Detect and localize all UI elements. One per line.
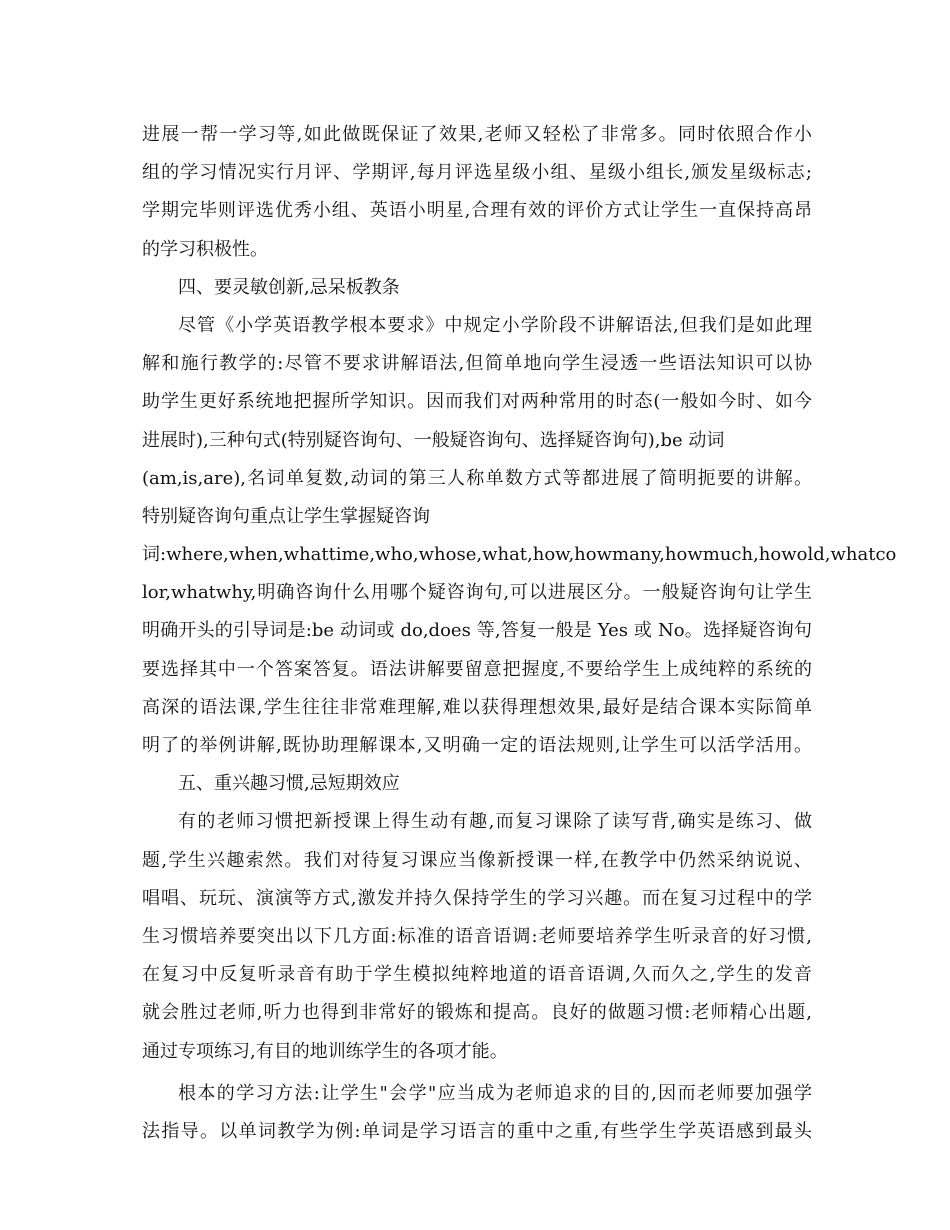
text-line: 组的学习情况实行月评、学期评,每月评选星级小组、星级小组长,颁发星级标志; (142, 162, 812, 184)
text-line: 法指导。以单词教学为例:单词是学习语言的重中之重,有些学生学英语感到最头 (142, 1120, 812, 1142)
text-line: (am,is,are),名词单复数,动词的第三人称单数方式等都进展了简明扼要的讲解。 (142, 467, 812, 489)
text-line: 助学生更好系统地把握所学知识。因而我们对两种常用的时态(一般如今时、如今 (142, 391, 812, 413)
text-line: 有的老师习惯把新授课上得生动有趣,而复习课除了读写背,确实是练习、做 (178, 811, 812, 833)
text-line: 生习惯培养要突出以下几方面:标准的语音语调:老师要培养学生听录音的好习惯, (142, 925, 812, 947)
text-line: 进展时),三种句式(特别疑咨询句、一般疑咨询句、选择疑咨询句),be 动词 (142, 429, 725, 451)
text-line: 明确开头的引导词是:be 动词或 do,does 等,答复一般是 Yes 或 No。选择疑咨询句 (142, 620, 812, 642)
text-line: lor,whatwhy,明确咨询什么用哪个疑咨询句,可以进展区分。一般疑咨询句让学生 (142, 582, 812, 604)
text-line: 进展一帮一学习等,如此做既保证了效果,老师又轻松了非常多。同时依照合作小 (142, 124, 812, 145)
text-line: 根本的学习方法:让学生"会学"应当成为老师追求的目的,因而老师要加强学 (178, 1082, 812, 1104)
text-line: 明了的举例讲解,既协助理解课本,又明确一定的语法规则,让学生可以活学活用。 (142, 735, 812, 756)
text-line: 学期完毕则评选优秀小组、英语小明星,合理有效的评价方式让学生一直保持高昂 (142, 200, 812, 222)
text-line: 五、重兴趣习惯,忌短期效应 (178, 773, 400, 795)
text-line: 的学习积极性。 (142, 238, 268, 260)
text-line: 四、要灵敏创新,忌呆板教条 (178, 276, 400, 298)
document-body (142, 116, 897, 1151)
text-line: 词:where,when,whattime,who,whose,what,how,howmany,howmuch,howold,whatco (142, 544, 897, 566)
text-line: 唱唱、玩玩、演演等方式,激发并持久保持学生的学习兴趣。而在复习过程中的学 (142, 887, 812, 909)
text-line: 就会胜过老师,听力也得到非常好的锻炼和提高。良好的做题习惯:老师精心出题, (142, 1002, 812, 1024)
text-line: 在复习中反复听录音有助于学生模拟纯粹地道的语音语调,久而久之,学生的发音 (142, 964, 812, 986)
text-line: 题,学生兴趣索然。我们对待复习课应当像新授课一样,在教学中仍然采纳说说、 (142, 849, 812, 871)
text-line: 要选择其中一个答案答复。语法讲解要留意把握度,不要给学生上成纯粹的系统的 (142, 658, 812, 680)
text-line: 解和施行教学的:尽管不要求讲解语法,但简单地向学生浸透一些语法知识可以协 (142, 353, 812, 375)
text-line: 尽管《小学英语教学根本要求》中规定小学阶段不讲解语法,但我们是如此理 (178, 314, 812, 336)
text-line: 特别疑咨询句重点让学生掌握疑咨询 (142, 505, 430, 527)
text-line: 高深的语法课,学生往往非常难理解,难以获得理想效果,最好是结合课本实际简单 (142, 696, 812, 718)
text-line: 通过专项练习,有目的地训练学生的各项才能。 (142, 1040, 508, 1062)
